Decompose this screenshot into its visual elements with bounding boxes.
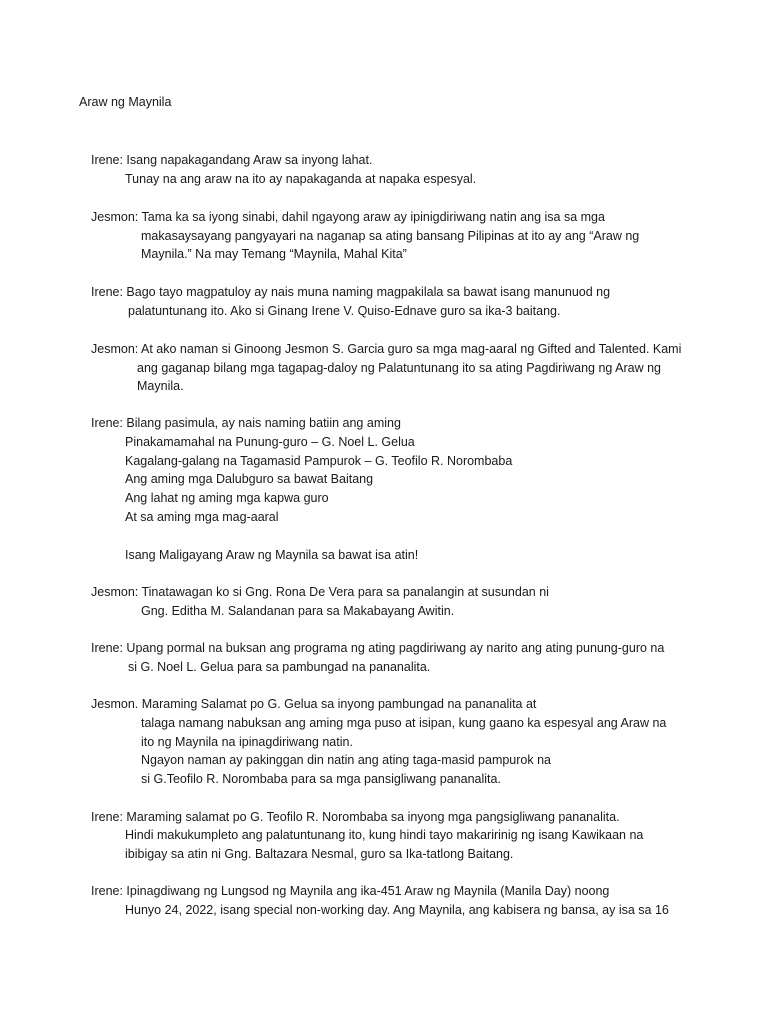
- line-text: Hunyo 24, 2022, isang special non-working day. Ang Maynila, ang kabisera ng bansa, ay isa sa 16: [125, 903, 669, 917]
- line-text: At sa aming mga mag-aaral: [125, 510, 279, 524]
- line-text: Ngayon naman ay pakinggan din natin ang ating taga-masid pampurok na: [141, 753, 551, 767]
- line-text: si G. Noel L. Gelua para sa pambungad na pananalita.: [128, 660, 431, 674]
- line-text: makasaysayang pangyayari na naganap sa ating bansang Pilipinas at ito ay ang “Araw ng: [141, 229, 640, 243]
- speaker-line: Irene: Ipinagdiwang ng Lungsod ng Maynila ang ika-451 Araw ng Maynila (Manila Day) noong: [91, 884, 610, 898]
- line-text: ito ng Maynila na ipinagdiriwang natin.: [141, 735, 353, 749]
- line-text: Ang aming mga Dalubguro sa bawat Baitang: [125, 472, 374, 486]
- line-text: Maynila.: [137, 379, 184, 393]
- line-text: Gng. Editha M. Salandanan para sa Makabayang Awitin.: [141, 604, 455, 618]
- line-text: Ang lahat ng aming mga kapwa guro: [125, 491, 329, 505]
- speaker-line: Irene: Bilang pasimula, ay nais naming batiin ang aming: [91, 416, 401, 430]
- document-title: Araw ng Maynila: [79, 95, 172, 109]
- line-text: talaga namang nabuksan ang aming mga puso at isipan, kung gaano ka espesyal ang Araw na: [141, 716, 667, 730]
- speaker-line: Jesmon: At ako naman si Ginoong Jesmon S. Garcia guro sa mga mag-aaral ng Gifted and Talented. Kami: [91, 342, 682, 356]
- line-text: Isang Maligayang Araw ng Maynila sa bawat isa atin!: [125, 548, 419, 562]
- line-text: palatuntunang ito. Ako si Ginang Irene V. Quiso-Ednave guro sa ika-3 baitang.: [128, 304, 561, 318]
- line-text: Tunay na ang araw na ito ay napakaganda at napaka espesyal.: [125, 172, 477, 186]
- line-text: Kagalang-galang na Tagamasid Pampurok – G. Teofilo R. Norombaba: [125, 454, 513, 468]
- speaker-line: Irene: Upang pormal na buksan ang programa ng ating pagdiriwang ay narito ang ating punung-guro na: [91, 641, 665, 655]
- speaker-line: Irene: Isang napakagandang Araw sa inyong lahat.: [91, 153, 373, 167]
- speaker-line: Irene: Bago tayo magpatuloy ay nais muna naming magpakilala sa bawat isang manunuod ng: [91, 285, 611, 299]
- line-text: Hindi makukumpleto ang palatuntunang ito, kung hindi tayo makaririnig ng isang Kawikaan na: [125, 828, 644, 842]
- speaker-line: Jesmon: Tama ka sa iyong sinabi, dahil ngayong araw ay ipinigdiriwang natin ang isa sa mga: [91, 210, 605, 224]
- line-text: si G.Teofilo R. Norombaba para sa mga pansigliwang pananalita.: [141, 772, 501, 786]
- speaker-line: Irene: Maraming salamat po G. Teofilo R. Norombaba sa inyong mga pangsigliwang pananalita.: [91, 810, 620, 824]
- line-text: Pinakamamahal na Punung-guro – G. Noel L. Gelua: [125, 435, 415, 449]
- speaker-line: Jesmon. Maraming Salamat po G. Gelua sa inyong pambungad na pananalita at: [91, 697, 537, 711]
- line-text: ibibigay sa atin ni Gng. Baltazara Nesmal, guro sa Ika-tatlong Baitang.: [125, 847, 514, 861]
- line-text: ang gaganap bilang mga tagapag-daloy ng Palatuntunang ito sa ating Pagdiriwang ng Araw ng: [137, 361, 662, 375]
- line-text: Maynila.” Na may Temang “Maynila, Mahal Kita”: [141, 247, 407, 261]
- speaker-line: Jesmon: Tinatawagan ko si Gng. Rona De Vera para sa panalangin at susundan ni: [91, 585, 549, 599]
